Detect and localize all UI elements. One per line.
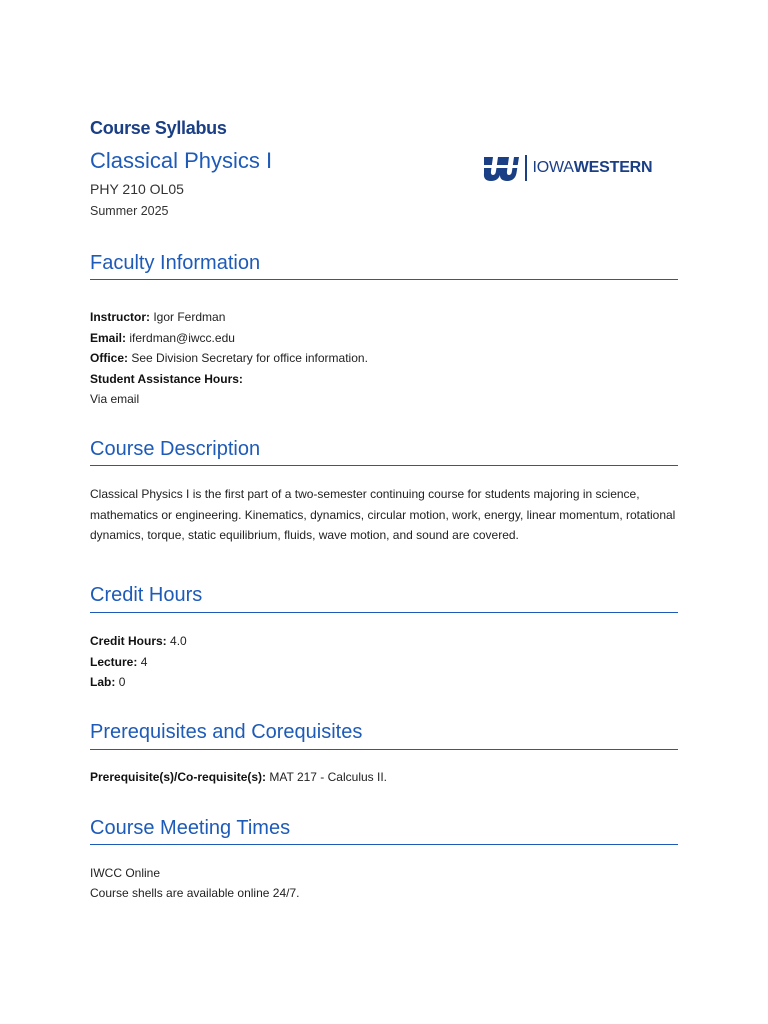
- logo-wordmark: [533, 159, 653, 177]
- meeting-line-2: Course shells are available online 24/7.: [90, 886, 300, 900]
- hours-value: Via email: [90, 392, 140, 406]
- section-heading-faculty: Faculty Information: [90, 252, 261, 274]
- office-value: See Division Secretary for office information.: [131, 351, 368, 365]
- email-label: Email:: [90, 331, 127, 345]
- logo-text-iowa: IOWA: [532, 159, 574, 176]
- section-rule: [90, 612, 678, 613]
- section-rule: [90, 279, 678, 280]
- term: Summer 2025: [90, 204, 169, 218]
- lab-line: [90, 675, 125, 689]
- office-label: Office:: [90, 351, 129, 365]
- instructor-label: Instructor:: [90, 310, 150, 324]
- section-rule: [90, 749, 678, 750]
- course-description-text: Classical Physics I is the first part of a two-semester continuing course for students majoring in science, mathematics or engineering. Kinematics, dynamics, circular motion, work, energy, linear momentum, rotational dynamics, torque, static equilibrium, fluids, wave motion, and sound are covered.: [90, 487, 676, 542]
- lecture-line: [90, 655, 147, 669]
- logo-text-western: WESTERN: [573, 159, 653, 176]
- office-line: [90, 351, 368, 365]
- section-heading-prereq: Prerequisites and Corequisites: [90, 721, 363, 743]
- section-heading-credit: Credit Hours: [90, 584, 203, 606]
- logo-divider: [525, 155, 527, 181]
- hours-line: [90, 372, 243, 386]
- prereq-value: MAT 217 - Calculus II.: [269, 770, 387, 784]
- section-heading-description: Course Description: [90, 438, 261, 460]
- instructor-value: Igor Ferdman: [153, 310, 226, 324]
- credit-hours-value: 4.0: [170, 634, 187, 648]
- meeting-line-1: IWCC Online: [90, 866, 161, 880]
- iowa-western-emblem-icon: [482, 153, 520, 183]
- iowa-western-logo: [482, 152, 652, 184]
- instructor-line: [90, 310, 225, 324]
- section-rule: [90, 844, 678, 845]
- course-title: Classical Physics I: [90, 148, 273, 173]
- hours-label: Student Assistance Hours:: [90, 372, 243, 386]
- lab-label: Lab:: [90, 675, 116, 689]
- document-type-heading: Course Syllabus: [90, 118, 227, 138]
- lecture-label: Lecture:: [90, 655, 138, 669]
- prereq-line: [90, 770, 387, 784]
- lecture-value: 4: [140, 655, 148, 669]
- credit-hours-label: Credit Hours:: [90, 634, 167, 648]
- section-heading-meeting: Course Meeting Times: [90, 817, 291, 839]
- email-line: [90, 331, 235, 345]
- lab-value: 0: [118, 675, 126, 689]
- credit-hours-line: [90, 634, 187, 648]
- prereq-label: Prerequisite(s)/Co-requisite(s):: [90, 770, 267, 784]
- section-rule: [90, 465, 678, 466]
- email-value[interactable]: iferdman@iwcc.edu: [129, 331, 235, 345]
- course-code: PHY 210 OL05: [90, 181, 184, 197]
